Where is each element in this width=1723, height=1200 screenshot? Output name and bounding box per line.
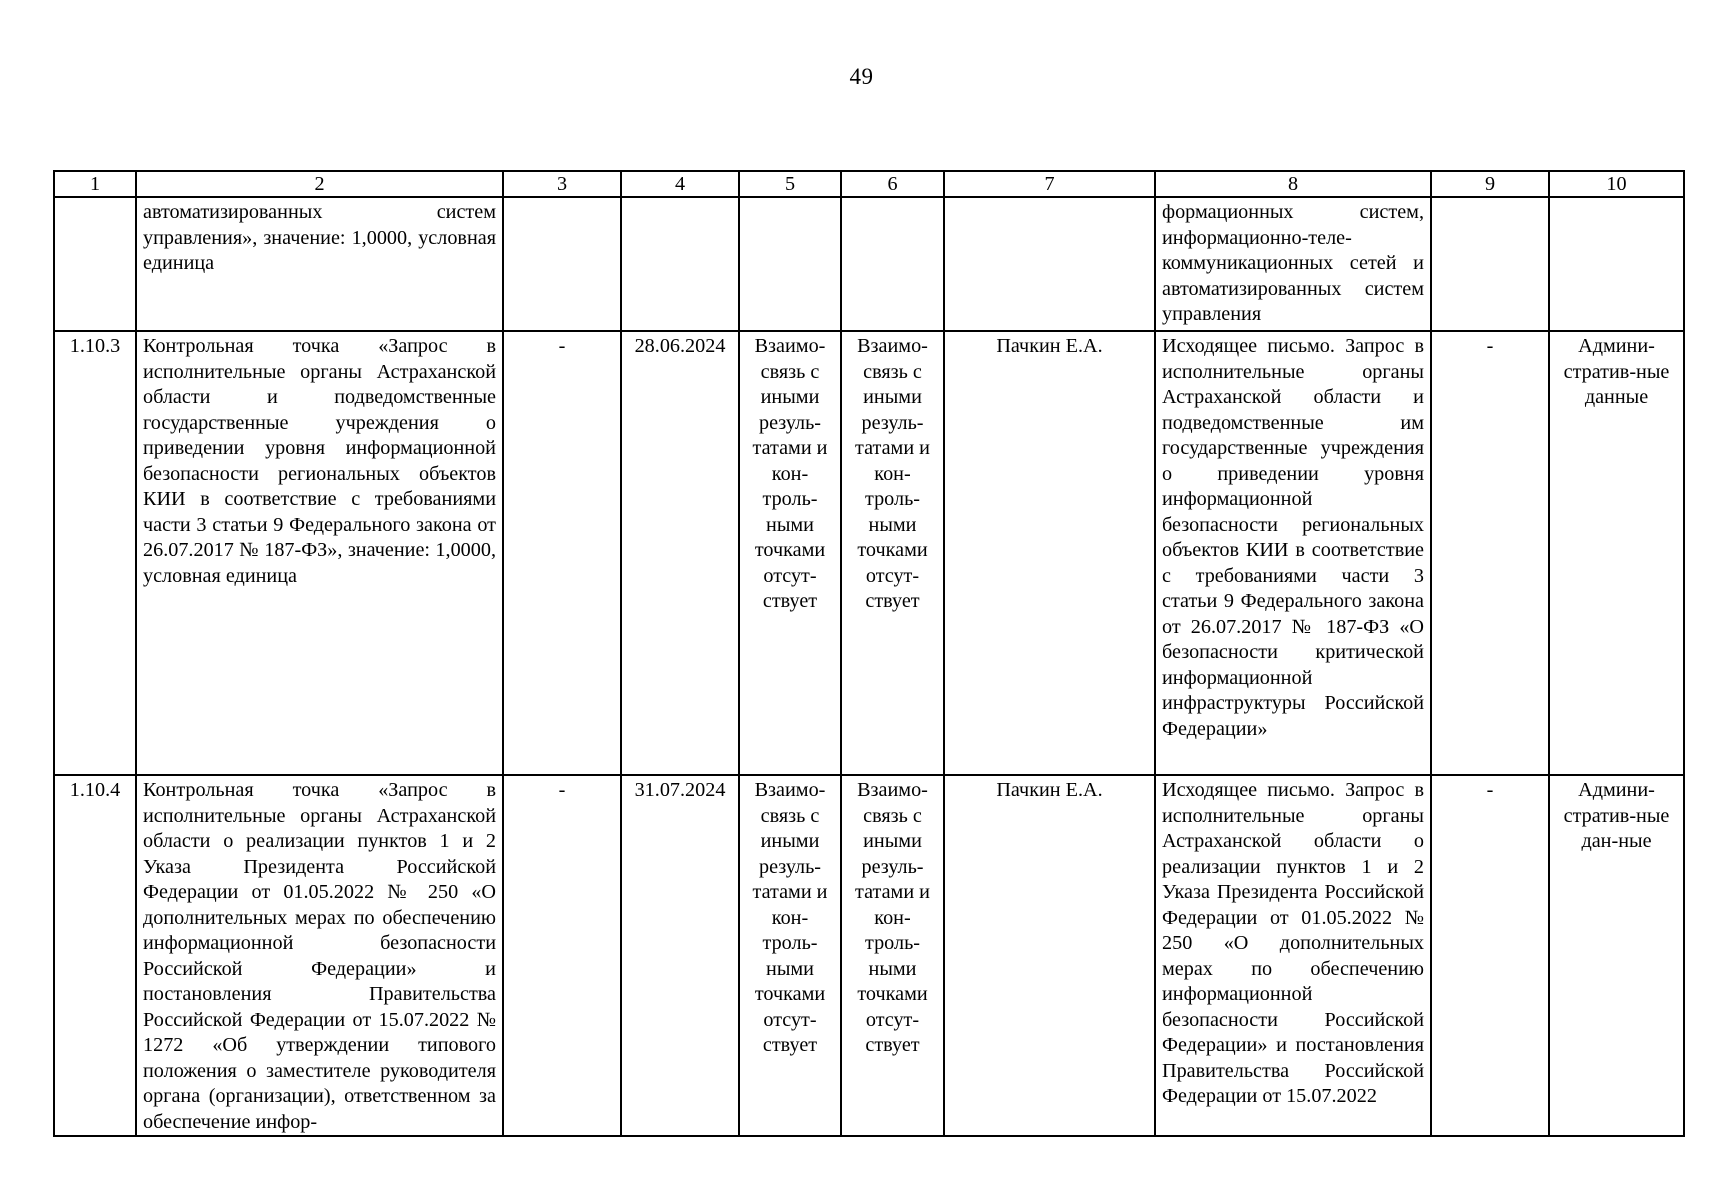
column-header: 9 <box>1431 171 1549 197</box>
column-header: 8 <box>1155 171 1431 197</box>
confirming-document: Исходящее письмо. Запрос в исполнительные органы Астраханской области о реализации пунктов 1 и 2 Указа Президента Российской Федерации от 01.05.2022 № 250 «О дополнительных мерах по обеспечению информационной безопасности Российской Федерации» и постановления Правительства Российской Федерации от 15.07.2022 <box>1155 775 1431 1136</box>
plan-table <box>53 170 1685 1137</box>
checkpoint-name: Контрольная точка «Запрос в исполнительные органы Астраханской области и подведомственные государственные учреждения о приведении уровня информационной безопасности региональных объектов КИИ в соответствие с требованиями части 3 статьи 9 Федерального закона от 26.07.2017 № 187-ФЗ», значение: 1,0000, условная единица <box>136 331 503 775</box>
column-header: 1 <box>54 171 136 197</box>
column-9-cell <box>1431 197 1549 331</box>
checkpoint-name: автоматизированных систем управления», значение: 1,0000, условная единица <box>136 197 503 331</box>
relation-cell: Взаимо-связь с иными резуль-татами и кон-троль-ными точками отсут-ствует <box>739 331 841 775</box>
table-row <box>54 197 1684 331</box>
relation-cell: Взаимо-связь с иными резуль-татами и кон-троль-ными точками отсут-ствует <box>841 775 944 1136</box>
predecessor-cell <box>503 197 621 331</box>
checkpoint-name: Контрольная точка «Запрос в исполнительные органы Астраханской области о реализации пунктов 1 и 2 Указа Президента Российской Федерации от 01.05.2022 № 250 «О дополнительных мерах по обеспечению информационной безопасности Российской Федерации» и постановления Правительства Российской Федерации от 15.07.2022 № 1272 «Об утверждении типового положения о заместителе руководителя органа (организации), ответственном за обеспечение инфор- <box>136 775 503 1136</box>
row-number <box>54 197 136 331</box>
data-source: Админи-стратив-ные дан-ные <box>1549 775 1684 1136</box>
column-header: 6 <box>841 171 944 197</box>
responsible-person <box>944 197 1155 331</box>
table-row <box>54 775 1684 1136</box>
responsible-person: Пачкин Е.А. <box>944 775 1155 1136</box>
predecessor-cell: - <box>503 775 621 1136</box>
relation-cell <box>841 197 944 331</box>
page-number: 49 <box>849 64 874 89</box>
header-row <box>54 171 1684 197</box>
column-header: 2 <box>136 171 503 197</box>
relation-cell <box>739 197 841 331</box>
data-source <box>1549 197 1684 331</box>
row-number: 1.10.4 <box>54 775 136 1136</box>
column-9-cell: - <box>1431 775 1549 1136</box>
confirming-document: формационных систем, информационно-теле-коммуникационных сетей и автоматизированных систем управления <box>1155 197 1431 331</box>
column-header: 3 <box>503 171 621 197</box>
column-header: 5 <box>739 171 841 197</box>
row-number: 1.10.3 <box>54 331 136 775</box>
data-source: Админи-стратив-ные данные <box>1549 331 1684 775</box>
confirming-document: Исходящее письмо. Запрос в исполнительные органы Астраханской области и подведомственные им государственные учреждения о приведении уровня информационной безопасности региональных объектов КИИ в соответствие с требованиями части 3 статьи 9 Федерального закона от 26.07.2017 № 187-ФЗ «О безопасности критической информационной инфраструктуры Российской Федерации» <box>1155 331 1431 775</box>
relation-cell: Взаимо-связь с иными резуль-татами и кон-троль-ными точками отсут-ствует <box>841 331 944 775</box>
predecessor-cell: - <box>503 331 621 775</box>
deadline-date: 31.07.2024 <box>621 775 739 1136</box>
column-header: 10 <box>1549 171 1684 197</box>
column-header: 7 <box>944 171 1155 197</box>
deadline-date <box>621 197 739 331</box>
deadline-date: 28.06.2024 <box>621 331 739 775</box>
responsible-person: Пачкин Е.А. <box>944 331 1155 775</box>
relation-cell: Взаимо-связь с иными резуль-татами и кон-троль-ными точками отсут-ствует <box>739 775 841 1136</box>
column-header: 4 <box>621 171 739 197</box>
column-9-cell: - <box>1431 331 1549 775</box>
table-row <box>54 331 1684 775</box>
